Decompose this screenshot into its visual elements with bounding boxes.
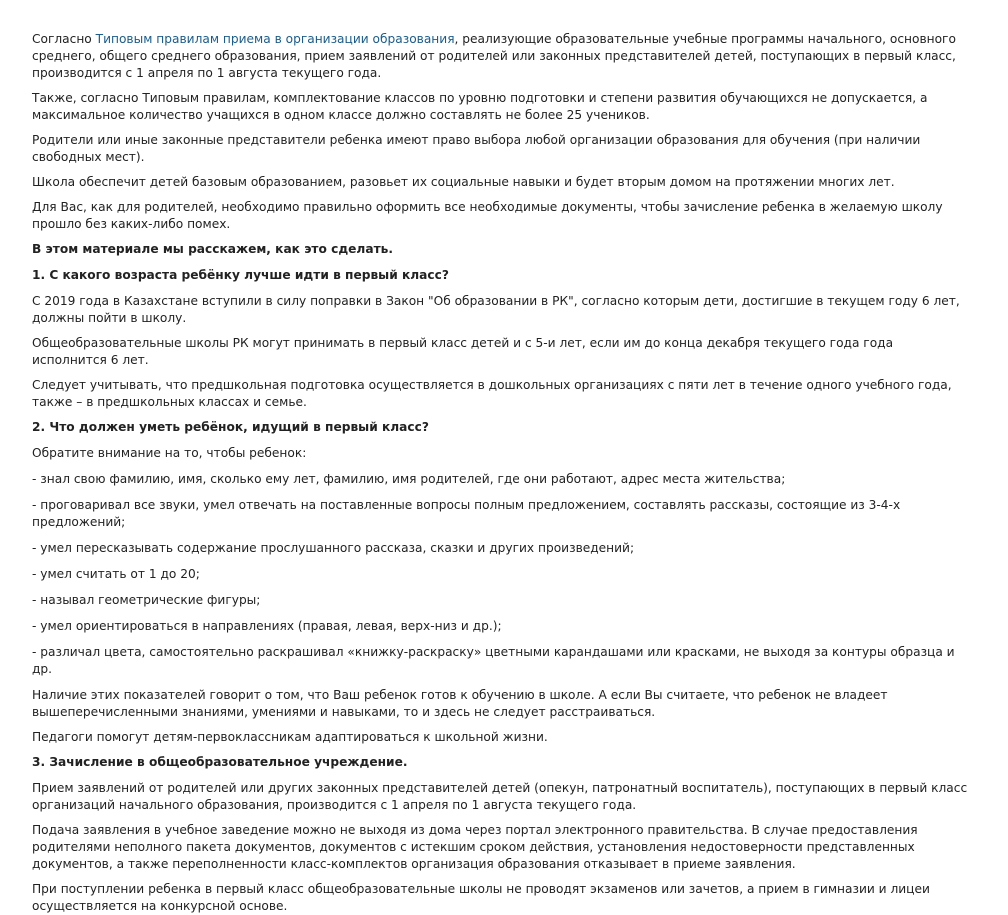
section-1-paragraph: С 2019 года в Казахстане вступили в силу поправки в Закон "Об образовании в РК", согласно которым дети, достигшие в текущем году 6 лет, должны пойти в школу. <box>32 294 960 325</box>
skill-list-item: - умел считать от 1 до 20; <box>32 567 200 581</box>
section-2-heading: 2. Что должен уметь ребёнок, идущий в первый класс? <box>32 420 429 434</box>
section-3-paragraph: При поступлении ребенка в первый класс общеобразовательные школы не проводят экзаменов или зачетов, а прием в гимназии и лицеи осуществляется на конкурсной основе. <box>32 882 930 913</box>
intro-paragraph <box>32 31 968 82</box>
section-2-outro: Наличие этих показателей говорит о том, что Ваш ребенок готов к обучению в школе. А если Вы считаете, что ребенок не владеет вышеперечисленными знаниями, умениями и навыками, то и здесь не следует расстраиваться. <box>32 688 888 719</box>
paragraph-documents: Для Вас, как для родителей, необходимо правильно оформить все необходимые документы, чтобы зачисление ребенка в желаемую школу прошло без каких-либо помех. <box>32 200 943 231</box>
section-3-paragraph: Подача заявления в учебное заведение можно не выходя из дома через портал электронного правительства. В случае предоставления родителями неполного пакета документов, документов с истекшим сроком действия, установления недостоверности представленных документов, а также переполненности класс-комплектов организация образования отказывает в приеме заявления. <box>32 823 918 871</box>
skill-list-item: - называл геометрические фигуры; <box>32 593 261 607</box>
skill-list-item: - различал цвета, самостоятельно раскрашивал «книжку-раскраску» цветными карандашами или красками, не выходя за контуры образца и др. <box>32 645 955 676</box>
paragraph-class-size: Также, согласно Типовым правилам, комплектование классов по уровню подготовки и степени развития обучающихся не допускается, а максимальное количество учащихся в одном классе должно составлять не более 25 учеников. <box>32 91 928 122</box>
paragraph-school-role: Школа обеспечит детей базовым образованием, разовьет их социальные навыки и будет вторым домом на протяжении многих лет. <box>32 175 895 189</box>
typical-rules-link[interactable]: Типовым правилам приема в организации образования <box>95 32 455 46</box>
skill-list-item: - знал свою фамилию, имя, сколько ему лет, фамилию, имя родителей, где они работают, адрес места жительства; <box>32 472 786 486</box>
paragraph-school-choice: Родители или иные законные представители ребенка имеют право выбора любой организации образования для обучения (при наличии свободных мест). <box>32 133 921 164</box>
lead-heading: В этом материале мы расскажем, как это сделать. <box>32 242 393 256</box>
section-2-outro: Педагоги помогут детям-первоклассникам адаптироваться к школьной жизни. <box>32 730 548 744</box>
section-3-heading: 3. Зачисление в общеобразовательное учреждение. <box>32 755 408 769</box>
skill-list-item: - умел пересказывать содержание прослушанного рассказа, сказки и других произведений; <box>32 541 635 555</box>
intro-text-before: Согласно <box>32 32 96 46</box>
section-1-paragraph: Общеобразовательные школы РК могут принимать в первый класс детей и с 5-и лет, если им до конца декабря текущего года года исполнится 6 лет. <box>32 336 894 367</box>
intro-text-after: , реализующие образовательные учебные программы начального, основного среднего, общего среднего образования, прием заявлений от родителей или законных представителей детей, поступающих в первый класс, производится с 1 апреля по 1 августа текущего года. <box>32 32 956 80</box>
section-1-paragraph: Следует учитывать, что предшкольная подготовка осуществляется в дошкольных организациях с пяти лет в течение одного учебного года, также – в предшкольных классах и семье. <box>32 378 952 409</box>
skill-list-item: - проговаривал все звуки, умел отвечать на поставленные вопросы полным предложением, составлять рассказы, состоящие из 3-4-х предложений; <box>32 498 901 529</box>
section-2-intro: Обратите внимание на то, чтобы ребенок: <box>32 446 307 460</box>
skill-list-item: - умел ориентироваться в направлениях (правая, левая, верх-низ и др.); <box>32 619 502 633</box>
section-1-heading: 1. С какого возраста ребёнку лучше идти в первый класс? <box>32 268 449 282</box>
section-3-paragraph: Прием заявлений от родителей или других законных представителей детей (опекун, патронатный воспитатель), поступающих в первый класс организаций начального образования, производится с 1 апреля по 1 августа текущего года. <box>32 781 968 812</box>
